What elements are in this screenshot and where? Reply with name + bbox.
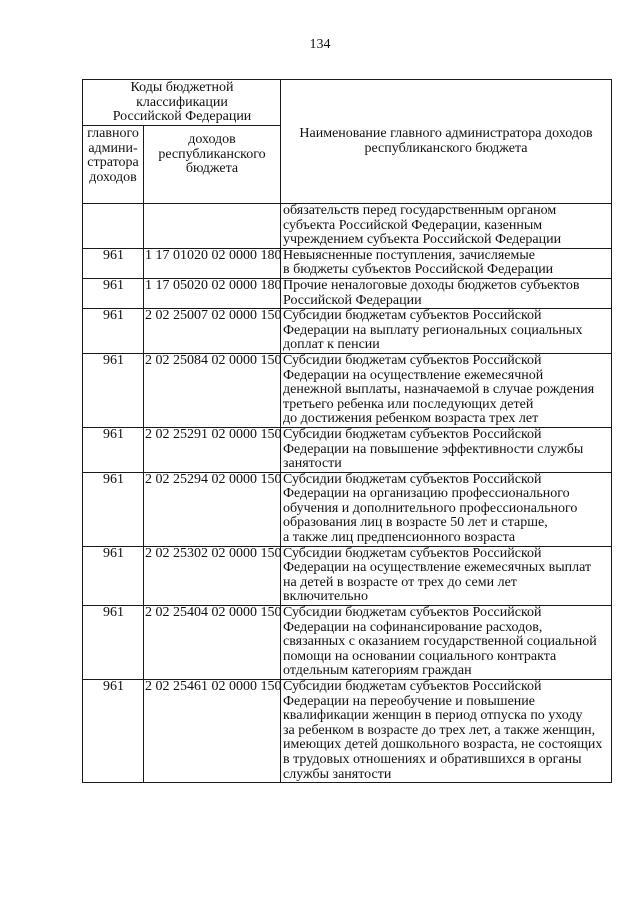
revenue-code-cell: 2 02 25291 02 0000 150 <box>144 427 281 472</box>
revenue-name-cell <box>281 606 612 680</box>
table-row <box>83 606 612 680</box>
revenue-name-line: учреждением субъекта Российской Федерации <box>283 232 562 248</box>
revenue-code-cell: 2 02 25294 02 0000 150 <box>144 472 281 546</box>
administrator-code-cell: 961 <box>83 278 144 308</box>
revenue-name-cell <box>281 472 612 546</box>
table-row <box>83 427 612 472</box>
revenue-name-cell <box>281 680 612 783</box>
revenue-code-cell: 2 02 25404 02 0000 150 <box>144 606 281 680</box>
revenue-name-line: Прочие неналоговые доходы бюджетов субъектов <box>283 277 580 293</box>
table-row <box>83 680 612 783</box>
revenue-name-line: Федерации на повышение эффективности службы <box>283 441 584 457</box>
header-codes-group-line: классификации <box>136 94 228 110</box>
administrator-code-cell: 961 <box>83 680 144 783</box>
revenue-name-line: до достижения ребенком возраста трех лет <box>283 411 539 427</box>
header-revenue-code-line: доходов <box>188 132 236 147</box>
revenue-name-cell <box>281 204 612 249</box>
administrator-code-cell: 961 <box>83 472 144 546</box>
revenue-name-line: Субсидии бюджетам субъектов Российской <box>283 679 542 694</box>
administrator-code-cell: 961 <box>83 309 144 354</box>
header-codes-group-line: Коды бюджетной <box>130 80 234 95</box>
revenue-name-line: Федерации на осуществление ежемесячных выплат <box>283 560 592 576</box>
revenue-code-cell: 2 02 25302 02 0000 150 <box>144 546 281 605</box>
revenue-name-line: Субсидии бюджетам субъектов Российской <box>283 545 542 561</box>
revenue-name-line: образования лиц в возрасте 50 лет и старше, <box>283 515 548 531</box>
budget-classification-table <box>82 79 612 783</box>
table-row <box>83 204 612 249</box>
table-row <box>83 309 612 354</box>
header-codes-group-line: Российской Федерации <box>112 109 252 125</box>
revenue-name-line: службы занятости <box>283 766 392 782</box>
revenue-name-line: Федерации на переобучение и повышение <box>283 693 535 709</box>
revenue-name-line: Федерации на софинансирование расходов, <box>283 619 543 635</box>
revenue-name-line: имеющих детей дошкольного возраста, не состоящих <box>283 737 603 753</box>
revenue-name-line: Субсидии бюджетам субъектов Российской <box>283 352 542 368</box>
administrator-code-cell: 961 <box>83 427 144 472</box>
revenue-name-cell <box>281 248 612 278</box>
revenue-name-line: квалификации женщин в период отпуска по уходу <box>283 708 583 724</box>
revenue-name-cell <box>281 309 612 354</box>
header-revenue-code <box>144 126 281 204</box>
revenue-name-line: Субсидии бюджетам субъектов Российской <box>283 605 542 621</box>
revenue-name-line: Невыясненные поступления, зачисляемые <box>283 247 535 263</box>
header-codes-group <box>83 80 281 126</box>
revenue-code-cell: 1 17 01020 02 0000 180 <box>144 248 281 278</box>
revenue-name-cell <box>281 353 612 427</box>
header-revenue-code-line: республиканского <box>158 146 266 162</box>
revenue-name-line: в трудовых отношениях и обратившихся в органы <box>283 751 582 767</box>
table-row <box>83 278 612 308</box>
header-administrator-name-line: республиканского бюджета <box>364 140 528 156</box>
revenue-name-line: отдельным категориям граждан <box>283 663 472 679</box>
administrator-code-cell: 961 <box>83 248 144 278</box>
header-administrator-name-line: Наименование главного администратора доходов <box>299 125 593 141</box>
page-number: 134 <box>309 37 331 52</box>
header-main-administrator-line: стратора <box>87 155 139 171</box>
revenue-name-line: Российской Федерации <box>283 292 422 308</box>
header-main-administrator-line: админи- <box>88 140 138 156</box>
revenue-name-line: денежной выплаты, назначаемой в случае рождения <box>283 382 595 398</box>
revenue-name-line: за ребенком в возрасте до трех лет, а также женщин, <box>283 722 596 738</box>
revenue-code-cell: 1 17 05020 02 0000 180 <box>144 278 281 308</box>
header-main-administrator <box>83 126 144 204</box>
revenue-code-cell: 2 02 25007 02 0000 150 <box>144 309 281 354</box>
revenue-name-line: в бюджеты субъектов Российской Федерации <box>283 262 554 278</box>
header-main-administrator-line: доходов <box>89 169 137 185</box>
revenue-name-cell <box>281 278 612 308</box>
revenue-name-line: Федерации на осуществление ежемесячной <box>283 367 544 383</box>
administrator-code-cell: 961 <box>83 353 144 427</box>
revenue-name-line: Субсидии бюджетам субъектов Российской <box>283 308 542 324</box>
revenue-name-cell <box>281 546 612 605</box>
revenue-name-line: помощи на основании социального контракта <box>283 648 557 664</box>
header-row-top <box>83 80 612 126</box>
revenue-name-line: занятости <box>283 456 342 472</box>
revenue-name-line: обязательств перед государственным органом <box>283 203 557 218</box>
revenue-name-line: обучения и дополнительного профессионального <box>283 500 578 516</box>
revenue-name-line: Субсидии бюджетам субъектов Российской <box>283 471 542 487</box>
administrator-code-cell <box>83 204 144 249</box>
revenue-name-line: субъекта Российской Федерации, казенным <box>283 217 543 233</box>
table-row <box>83 353 612 427</box>
revenue-name-line: доплат к пенсии <box>283 337 380 353</box>
revenue-name-line: а также лиц предпенсионного возраста <box>283 530 516 546</box>
revenue-code-cell: 2 02 25084 02 0000 150 <box>144 353 281 427</box>
table-row <box>83 472 612 546</box>
administrator-code-cell: 961 <box>83 606 144 680</box>
revenue-name-line: включительно <box>283 589 369 605</box>
revenue-code-cell: 2 02 25461 02 0000 150 <box>144 680 281 783</box>
table-row <box>83 546 612 605</box>
revenue-name-line: связанных с оказанием государственной социальной <box>283 634 597 650</box>
header-administrator-name <box>281 80 612 204</box>
revenue-name-line: Субсидии бюджетам субъектов Российской <box>283 426 542 442</box>
table-row <box>83 248 612 278</box>
revenue-name-line: третьего ребенка или последующих детей <box>283 396 534 412</box>
revenue-name-line: Федерации на организацию профессионального <box>283 486 570 502</box>
revenue-name-cell <box>281 427 612 472</box>
revenue-name-line: на детей в возрасте от трех до семи лет <box>283 574 517 590</box>
header-main-administrator-line: главного <box>87 126 139 141</box>
administrator-code-cell: 961 <box>83 546 144 605</box>
header-revenue-code-line: бюджета <box>185 161 239 177</box>
revenue-code-cell <box>144 204 281 249</box>
revenue-name-line: Федерации на выплату региональных социальных <box>283 322 583 338</box>
